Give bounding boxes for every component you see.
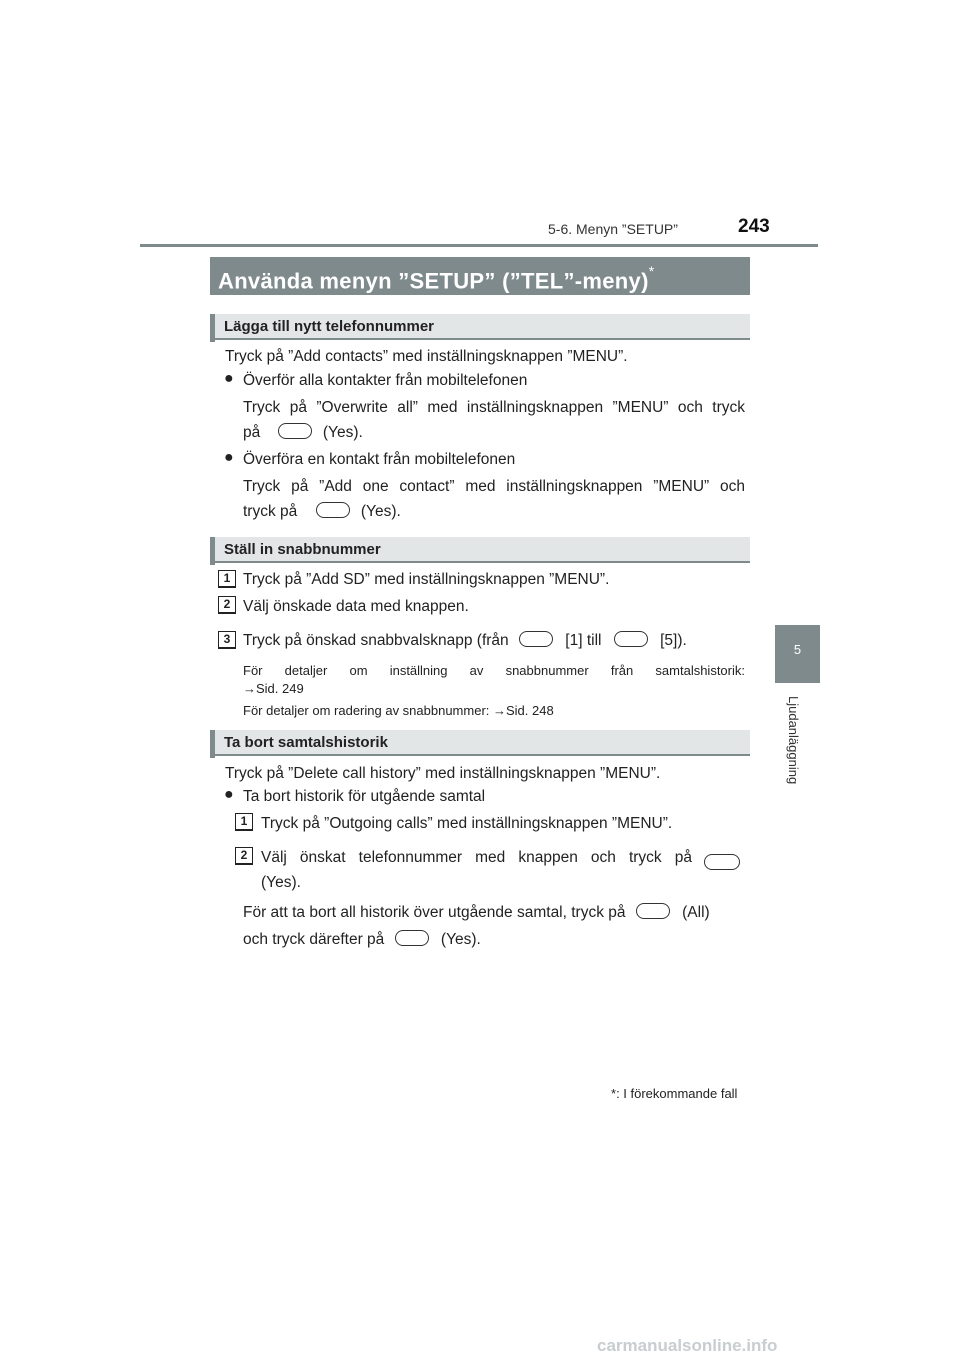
speed-note1-line1: För detaljer om inställning av snabbnummer från samtalshistorik: [243, 663, 745, 678]
bullet-dot: ● [224, 786, 234, 803]
step-number-2: 2 [235, 847, 253, 865]
footnote [611, 1086, 737, 1101]
yes-button-icon [704, 854, 740, 870]
section-heading-speed-dial: Ställ in snabbnummer [210, 537, 750, 563]
add-bullet1-title: Överför alla kontakter från mobiltelefonen [243, 372, 528, 389]
header-rule [140, 244, 818, 247]
bullet-dot: ● [224, 370, 234, 387]
step-number-1: 1 [218, 570, 236, 588]
yes-button-icon [278, 423, 312, 439]
all-button-icon [636, 903, 670, 919]
step-number-1: 1 [235, 813, 253, 831]
bullet-dot: ● [224, 449, 234, 466]
delete-extra-line2b: (Yes). [440, 931, 481, 948]
delete-step2-line1: Välj önskat telefonnummer med knappen och tryck på [261, 849, 692, 866]
add-bullet1-line2b: (Yes). [322, 424, 363, 441]
add-bullet2-line2a: tryck på [243, 503, 298, 520]
speed-step3c: [5]). [660, 632, 687, 649]
footnote-text: : I förekommande fall [616, 1086, 738, 1101]
speed-dial-button-icon [614, 631, 648, 647]
page-title-text: Använda menyn ”SETUP” (”TEL”-meny) [218, 268, 649, 294]
delete-bullet-title: Ta bort historik för utgående samtal [243, 788, 486, 805]
speed-step1: Tryck på ”Add SD” med inställningsknappen ”MENU”. [243, 571, 610, 588]
step-number-3: 3 [218, 631, 236, 649]
page-number: 243 [738, 216, 770, 237]
add-bullet2-title: Överföra en kontakt från mobiltelefonen [243, 451, 516, 468]
add-bullet2-line1: Tryck på ”Add one contact” med inställningsknappen ”MENU” och [243, 478, 745, 495]
delete-extra-line2 [243, 929, 481, 951]
add-bullet2-line2b: (Yes). [360, 503, 401, 520]
add-bullet2-line2 [243, 501, 401, 523]
step-number-2: 2 [218, 596, 236, 614]
delete-extra-line1b: (All) [682, 904, 710, 921]
chapter-tab: 5 [775, 625, 820, 683]
speed-note2: För detaljer om radering av snabbnummer: →Sid. 248 [243, 703, 554, 718]
delete-extra-line1 [243, 902, 710, 924]
speed-step3a: Tryck på önskad snabbvalsknapp (från [243, 632, 509, 649]
section-heading-delete-history: Ta bort samtalshistorik [210, 730, 750, 756]
page-title [210, 257, 750, 295]
speed-dial-button-icon [519, 631, 553, 647]
speed-step2: Välj önskade data med knappen. [243, 598, 469, 615]
add-intro: Tryck på ”Add contacts” med inställningsknappen ”MENU”. [225, 348, 628, 365]
add-bullet1-line2a: på [243, 424, 261, 441]
yes-button-icon [395, 930, 429, 946]
footnote-asterisk: * [611, 1086, 617, 1101]
speed-note1-line2: →Sid. 249 [243, 681, 304, 696]
section-header: 5-6. Menyn ”SETUP” [548, 221, 678, 237]
delete-step2-line2: (Yes). [261, 874, 301, 891]
chapter-title: Ljudanläggning [786, 696, 801, 785]
watermark: carmanualsonline.info [597, 1336, 778, 1355]
add-bullet1-line2 [243, 422, 363, 444]
footnote-marker: * [648, 263, 655, 279]
yes-button-icon [316, 502, 350, 518]
delete-intro: Tryck på ”Delete call history” med inställningsknappen ”MENU”. [225, 765, 661, 782]
delete-step1: Tryck på ”Outgoing calls” med inställningsknappen ”MENU”. [261, 815, 673, 832]
speed-step3b: [1] till [565, 632, 602, 649]
section-heading-add-number: Lägga till nytt telefonnummer [210, 314, 750, 340]
delete-extra-line1a: För att ta bort all historik över utgående samtal, tryck på [243, 904, 626, 921]
add-bullet1-line1: Tryck på ”Overwrite all” med inställningsknappen ”MENU” och tryck [243, 399, 745, 416]
delete-extra-line2a: och tryck därefter på [243, 931, 385, 948]
speed-step3 [243, 630, 687, 652]
